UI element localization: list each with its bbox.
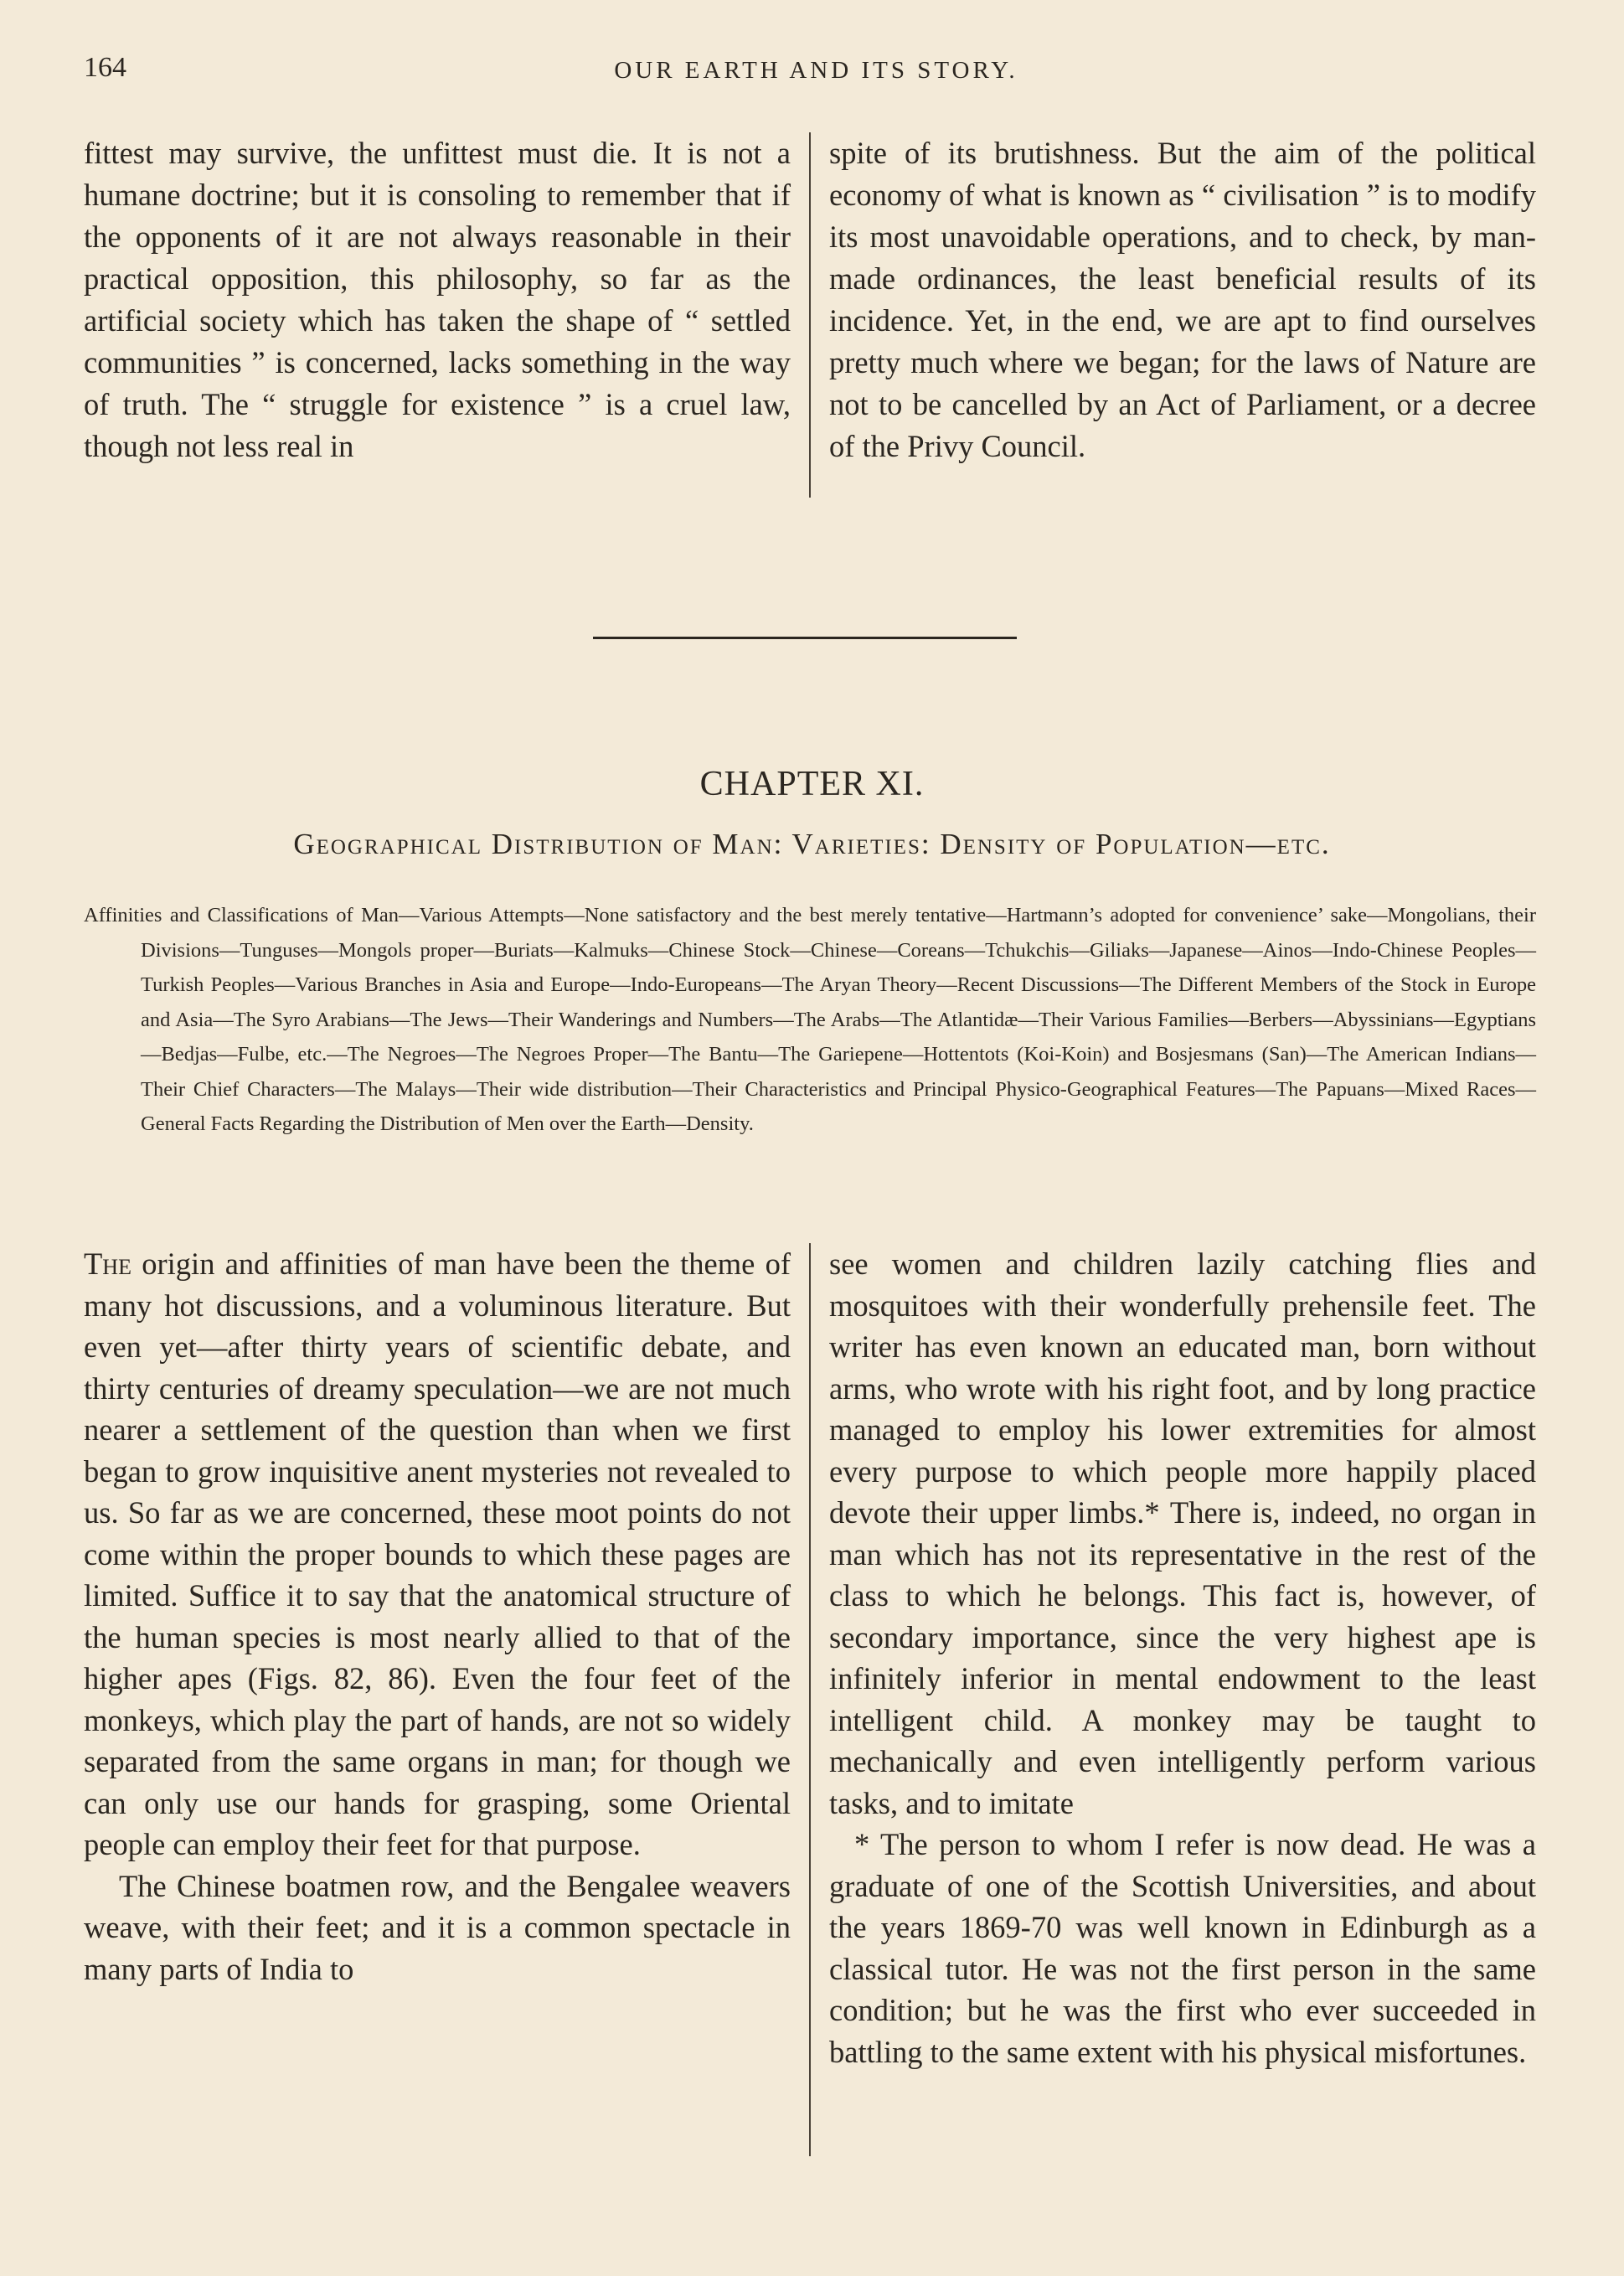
- lead-word: The: [84, 1246, 131, 1281]
- section-divider-rule: [593, 637, 1017, 639]
- top-left-text: fittest may survive, the unfittest must die. It is not a humane doctrine; but it is consoling to remember that if the opponents of it are not always reasonable in their practical opposition, this philosophy, so far as the artificial society which has taken the shape of “ settled communities ” is concerned, lacks something in the way of truth. The “ struggle for existence ” is a cruel law, though not less real in: [84, 136, 791, 463]
- body-left-paragraph-1-text: origin and affinities of man have been the theme of many hot discussions, and a voluminous literature. But even yet—after thirty years of scientific debate, and thirty centuries of dreamy speculation—we are not much nearer a settlement of the question than when we first began to grow inquisitive anent mysteries not revealed to us. So far as we are concerned, these moot points do not come within the proper bounds to which these pages are limited. Suffice it to say that the anatomical structure of the human species is most nearly allied to that of the higher apes (Figs. 82, 86). Even the four feet of the monkeys, which play the part of hands, are not so widely separated from the same organs in man; for though we can only use our hands for grasping, some Oriental people can employ their feet for that purpose.: [84, 1246, 791, 1861]
- top-columns: [84, 132, 1539, 506]
- running-head: [84, 52, 1549, 94]
- column-divider: [809, 132, 811, 498]
- top-right-text: spite of its brutishness. But the aim of the political economy of what is known as “ civilisation ” is to modify its most unavoidable operations, and to check, by man-made ordinances, the least beneficial results of its incidence. Yet, in the end, we are apt to find ourselves pretty much where we began; for the laws of Nature are not to be cancelled by an Act of Parliament, or a decree of the Privy Council.: [829, 136, 1536, 463]
- body-right-paragraph-1: see women and children lazily catching flies and mosquitoes with their wonderfully prehensile feet. The writer has even known an educated man, born without arms, who wrote with his right foot, and by long practice managed to employ his lower extremities for almost every purpose to which people more happily placed devote their upper limbs.* There is, indeed, no organ in man which has not its representative in the rest of the class to which he belongs. This fact is, however, of secondary importance, since the very highest ape is infinitely inferior in mental endowment to the least intelligent child. A monkey may be taught to mechanically and even intelligently perform various tasks, and to imitate: [829, 1246, 1536, 1820]
- top-left-column: [84, 132, 791, 467]
- body-left-paragraph-1: [84, 1243, 791, 1866]
- page-number: 164: [84, 52, 126, 83]
- chapter-subtitle: Geographical Distribution of Man: Varieties: Density of Population—etc.: [293, 828, 1331, 860]
- chapter-synopsis: Affinities and Classifications of Man—Various Attempts—None satisfactory and the best merely tentative—Hartmann’s adopted for convenience’ sake—Mongolians, their Divisions—Tunguses—Mongols proper—Buriats—Kalmuks—Chinese Stock—Chinese—Coreans—Tchukchis—Giliaks—Japanese—Ainos—Indo-Chinese Peoples—Turkish Peoples—Various Branches in Asia and Europe—Indo-Europeans—The Aryan Theory—Recent Discussions—The Different Members of the Stock in Europe and Asia—The Syro Arabians—The Jews—Their Wanderings and Numbers—The Arabs—The Atlantidæ—Their Various Families—Berbers—Abyssinians—Egyptians—Bedjas—Fulbe, etc.—The Negroes—The Negroes Proper—The Bantu—The Gariepene—Hottentots (Koi-Koin) and Bosjesmans (San)—The American Indians—Their Chief Characters—The Malays—Their wide distribution—Their Characteristics and Principal Physico-Geographical Features—The Papuans—Mixed Races—General Facts Regarding the Distribution of Men over the Earth—Density.: [84, 904, 1536, 1135]
- top-right-column: [829, 132, 1536, 467]
- body-right-column: [829, 1243, 1536, 2072]
- body-left-column: [84, 1243, 791, 1990]
- body-left-paragraph-2: The Chinese boatmen row, and the Bengalee weavers weave, with their feet; and it is a common spectacle in many parts of India to: [84, 1868, 791, 1986]
- body-columns: [84, 1243, 1539, 2165]
- running-title: OUR EARTH AND ITS STORY.: [614, 57, 1018, 84]
- column-divider: [809, 1243, 811, 2156]
- chapter-heading: CHAPTER XI.: [699, 765, 925, 803]
- footnote: * The person to whom I refer is now dead. He was a graduate of one of the Scottish Universities, and about the years 1869-70 was well known in Edinburgh as a classical tutor. He was not the first person in the same condition; but he was the first who ever succeeded in battling to the same extent with his physical misfortunes.: [829, 1827, 1536, 2069]
